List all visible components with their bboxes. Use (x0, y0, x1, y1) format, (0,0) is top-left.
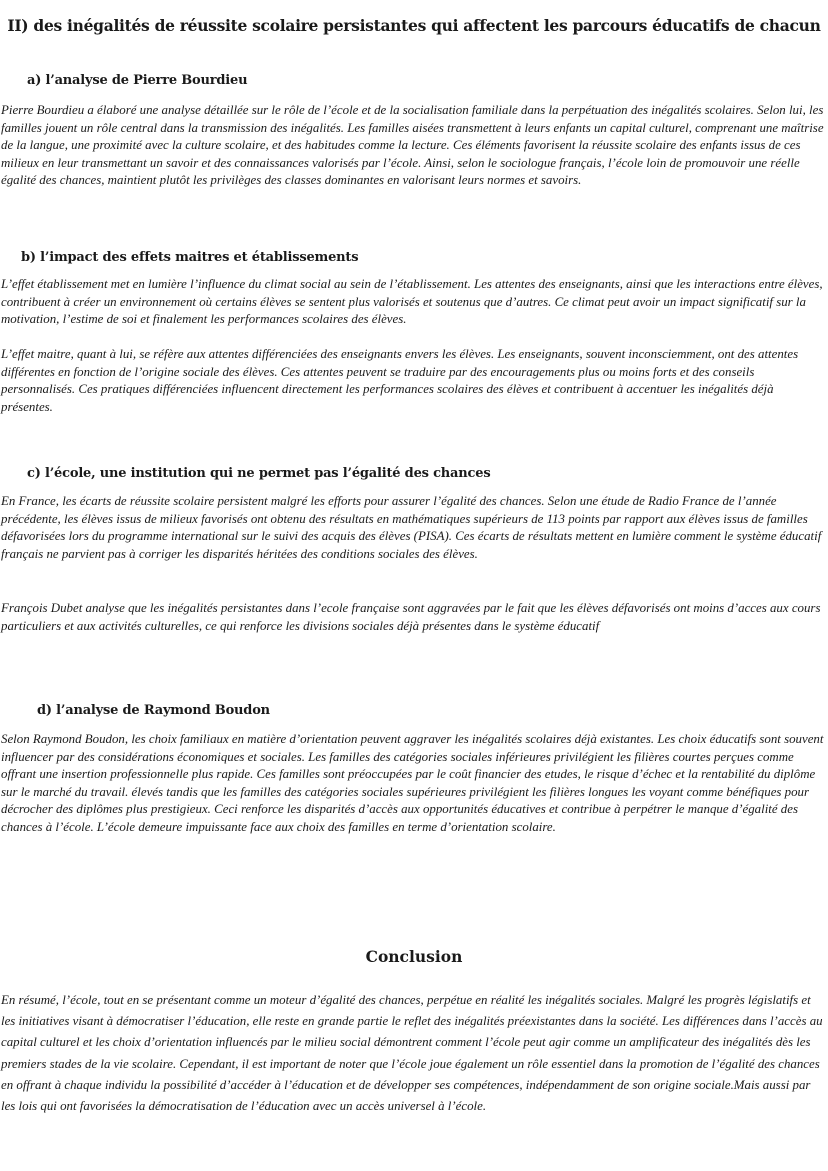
section-heading-bourdieu: a) l’analyse de Pierre Bourdieu (27, 73, 248, 88)
page-title: II) des inégalités de réussite scolaire persistantes qui affectent les parcours éducatifs de chacun (7, 16, 821, 35)
section-paragraph: Selon Raymond Boudon, les choix familiaux en matière d’orientation peuvent aggraver les inégalités scolaires déjà existantes. Les choix éducatifs sont souvent influencer par des considérations économiques et sociales. Les familles des catégories sociales inférieures privilégient les filières courtes perçues comme offrant une insertion professionnelle plus rapide. Ces familles sont préoccupées par le coût financier des etudes, le risque d’échec et la rentabilité du diplôme sur le marché du travail. élevés tandis que les familles des catégories sociales supérieures privilégient les filières longues les voyant comme bénéfiques pour décrocher des diplômes plus prestigieux. Ceci renforce les disparités d’accès aux opportunités éducatives et contribue à perpétrer le manque d’égalité des chances à l’école. L’école demeure impuissante face aux choix des familles en terme d’orientation scolaire. (1, 732, 824, 834)
section-heading-egalite-chances: c) l’école, une institution qui ne permet pas l’égalité des chances (27, 466, 491, 481)
section-heading-boudon: d) l’analyse de Raymond Boudon (37, 703, 270, 718)
section-paragraph: En France, les écarts de réussite scolaire persistent malgré les efforts pour assurer l’égalité des chances. Selon une étude de Radio France de l’année précédente, les élèves issus de milieux favorisés ont obtenu des résultats en mathématiques supérieurs de 113 points par rapport aux élèves issus de familles défavorisées lors du programme international sur le suivi des acquis des élèves (PISA). Ces écarts de résultats mettent en lumière comment le système éducatif français ne parvient pas à corriger les disparités héritées des conditions sociales des élèves. (1, 494, 822, 561)
section-paragraph: Pierre Bourdieu a élaboré une analyse détaillée sur le rôle de l’école et de la socialisation familiale dans la perpétuation des inégalités scolaires. Selon lui, les familles jouent un rôle central dans la transmission des inégalités. Les familles aisées transmettent à leurs enfants un capital culturel, comprenant une maîtrise de la langue, une proximité avec la culture scolaire, et des habitudes comme la lecture. Ces éléments favorisent la réussite scolaire des enfants issus de ces milieux en leur transmettant un savoir et des connaissances valorisés par l’école. Ainsi, selon le sociologue français, l’école loin de promouvoir une réelle égalité des chances, maintient plutôt les privilèges des classes dominantes en valorisant leurs normes et savoirs. (1, 103, 824, 188)
conclusion-heading: Conclusion (365, 947, 463, 966)
section-heading-effets-maitres: b) l’impact des effets maitres et établissements (21, 250, 359, 265)
section-paragraph: L’effet maitre, quant à lui, se réfère aux attentes différenciées des enseignants envers les élèves. Les enseignants, souvent inconsciemment, ont des attentes différentes en fonction de l’origine sociale des élèves. Ces attentes peuvent se traduire par des encouragements plus ou moins forts et des conseils personnalisés. Ces pratiques différenciées influencent directement les performances scolaires des élèves et contribuent à accentuer les inégalités déjà présentes. (1, 347, 799, 414)
section-paragraph: François Dubet analyse que les inégalités persistantes dans l’ecole française sont aggravées par le fait que les élèves défavorisés ont moins d’acces aux cours particuliers et aux activités culturelles, ce qui renforce les divisions sociales déjà présentes dans le système éducatif (1, 601, 821, 633)
section-paragraph: L’effet établissement met en lumière l’influence du climat social au sein de l’établissement. Les attentes des enseignants, ainsi que les interactions entre élèves, contribuent à créer un environnement où certains élèves se sentent plus valorisés et soutenus que d’autres. Ce climat peut avoir un impact significatif sur la motivation, l’estime de soi et finalement les performances scolaires des élèves. (1, 277, 823, 327)
conclusion-paragraph: En résumé, l’école, tout en se présentant comme un moteur d’égalité des chances, perpétue en réalité les inégalités sociales. Malgré les progrès législatifs et les initiatives visant à démocratiser l’éducation, elle reste en grande partie le reflet des inégalités préexistantes dans la société. Les différences dans l’accès au capital culturel et les choix d’orientation influencés par le milieu social démontrent comment l’école peut agir comme un amplificateur des inégalités dès les premiers stades de la vie scolaire. Cependant, il est important de noter que l’école joue également un rôle essentiel dans la promotion de l’égalité des chances en offrant à chaque individu la possibilité d’accéder à l’éducation et de développer ses compétences, indépendamment de son origine sociale.Mais aussi par les lois qui ont favorisées la démocratisation de l’éducation avec un accès universel à l’école. (1, 993, 823, 1114)
